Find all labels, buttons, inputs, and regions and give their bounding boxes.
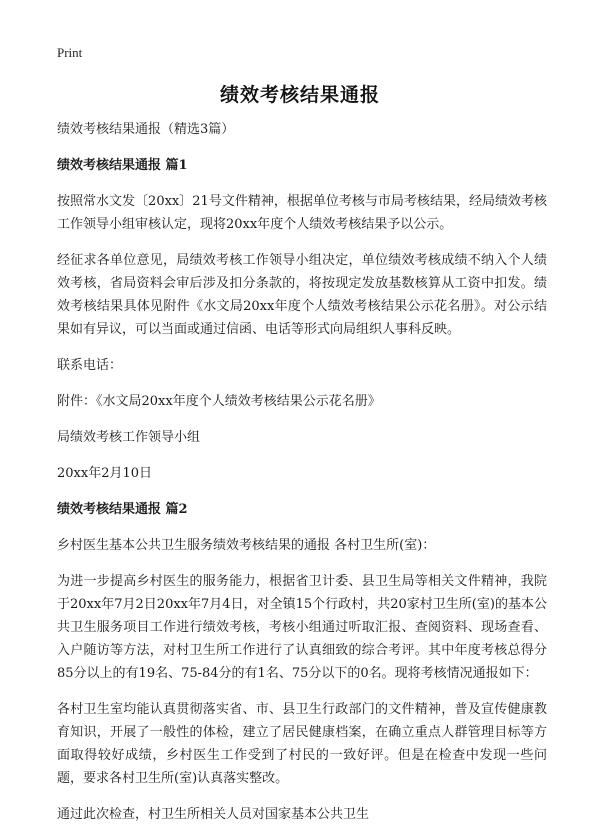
article1-signature: 局绩效考核工作领导小组 [57, 430, 201, 445]
document-subtitle: 绩效考核结果通报（精选3篇） [57, 122, 235, 137]
article1-paragraph-1: 按照常水文发〔20xx〕21号文件精神，根据单位考核与市局考核结果，经局绩效考核工作领导小组审核认定，现将20xx年度个人绩效考核结果予以公示。 [57, 194, 547, 232]
article2-heading: 绩效考核结果通报 篇2 [57, 502, 188, 517]
article2-paragraph-3: 各村卫生室均能认真贯彻落实省、市、县卫生行政部门的文件精神，普及宣传健康教育知识，开展了一般性的体检，建立了居民健康档案，在确立重点人群管理目标等方面取得较好成绩，乡村医生工作受到了村民的一致好评。但是在检查中发现一些问题，要求各村卫生所(室)认真落实整改。 [57, 702, 547, 786]
document-body [57, 118, 547, 839]
print-link[interactable]: Print [57, 45, 83, 60]
article1-heading: 绩效考核结果通报 篇1 [57, 158, 188, 173]
article1-date: 20xx年2月10日 [57, 466, 153, 481]
article2-paragraph-1: 乡村医生基本公共卫生服务绩效考核结果的通报 各村卫生所(室)： [57, 538, 436, 553]
page-title: 绩效考核结果通报 [219, 84, 380, 106]
article1-contact: 联系电话： [57, 358, 123, 373]
article1-paragraph-2: 经征求各单位意见，局绩效考核工作领导小组决定，单位绩效考核成绩不纳入个人绩效考核，省局资料会审后涉及扣分条款的，将按现定发放基数核算从工资中扣发。绩效考核结果具体见附件《水文局20xx年度个人绩效考核结果公示花名册》。对公示结果如有异议，可以当面或通过信函、电话等形式向局组织人事科反映。 [57, 253, 547, 337]
article2-paragraph-4: 通过此次检查，村卫生所相关人员对国家基本公共卫生 [57, 807, 370, 822]
article2-paragraph-2: 为进一步提高乡村医生的服务能力，根据省卫计委、县卫生局等相关文件精神，我院于20xx年7月2日20xx年7月4日，对全镇15个行政村，共20家村卫生所(室)的基本公共卫生服务项目工作进行绩效考核，考核小组通过听取汇报、查阅资料、现场查看、入户随访等方法，对村卫生所工作进行了认真细致的综合考评。其中年度考核总得分85分以上的有19名、75-84分的有1名、75分以下的0名。现将考核情况通报如下： [57, 574, 547, 681]
article1-attachment: 附件：《水文局20xx年度个人绩效考核结果公示花名册》 [57, 394, 381, 409]
